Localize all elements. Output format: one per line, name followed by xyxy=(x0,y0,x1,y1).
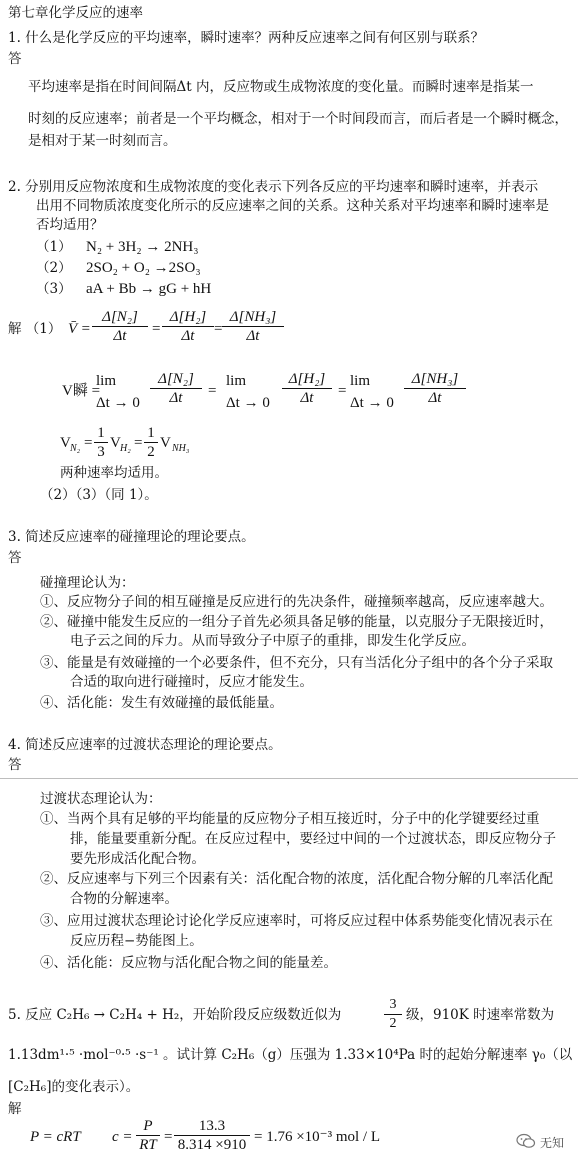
lim-label: lim xyxy=(226,373,247,389)
denominator: Δt xyxy=(181,328,195,344)
question-5-line: 1.13dm¹·⁵ ·mol⁻⁰·⁵ ·s⁻¹ 。试计算 C₂H₆（g）压强为 1.33×10⁴Pa 时的起始分解速率 γ₀（以 xyxy=(8,1047,573,1063)
both-applicable: 两种速率均适用。 xyxy=(60,465,168,481)
watermark xyxy=(516,1133,564,1152)
lim-label: lim xyxy=(350,373,371,389)
q4-point: ①、当两个具有足够的平均能量的反应物分子相互接近时，分子中的化学键要经过重 xyxy=(40,811,540,827)
section-divider xyxy=(0,778,578,779)
question-5: 5. 反应 C₂H₆ → C₂H₄ + H₂，开始阶段反应级数近似为 xyxy=(8,1007,342,1023)
question-4: 4. 简述反应速率的过渡状态理论的理论要点。 xyxy=(8,737,282,753)
denominator: 2 xyxy=(147,444,155,460)
q3-point: ③、能量是有效碰撞的一个必要条件，但不充分，只有当活化分子组中的各个分子采取 xyxy=(40,655,553,671)
reaction-number: （2） xyxy=(36,260,72,276)
q3-point: ④、活化能：发生有效碰撞的最低能量。 xyxy=(40,695,283,711)
denominator: 3 xyxy=(97,444,105,460)
q4-point: ④、活化能：反应物与活化配合物之间的能量差。 xyxy=(40,955,337,971)
answer-label-3: 答 xyxy=(8,550,22,566)
answer-label-4: 答 xyxy=(8,757,22,773)
q4-point: ②、反应速率与下列三个因素有关：活化配合物的浓度，活化配合物分解的几率活化配 xyxy=(40,871,553,887)
question-5-line: [C₂H₆]的变化表示）。 xyxy=(8,1079,140,1095)
fraction-nh3 xyxy=(222,308,284,345)
equals-sign: = xyxy=(84,435,93,451)
q4-point-cont: 排，能量要重新分配。在反应过程中，要经过中间的一个过渡状态，即反应物分子 xyxy=(70,831,556,847)
denominator: Δt xyxy=(246,328,260,344)
lim-subscript: Δt → 0 xyxy=(350,395,394,411)
lim-subscript: Δt → 0 xyxy=(226,395,270,411)
wechat-icon xyxy=(516,1133,536,1152)
answer-label-1: 答 xyxy=(8,51,22,67)
numerator: Δ[N₂] xyxy=(92,308,148,327)
q4-point-cont: 反应历程−势能图上。 xyxy=(70,933,203,949)
question-2-line: 否均适用？ xyxy=(36,217,104,233)
rate-relation-sub: NH₃ xyxy=(172,443,190,454)
result: = 1.76 ×10⁻³ mol / L xyxy=(254,1129,380,1145)
q4-point: ③、应用过渡状态理论讨论化学反应速率时，可将反应过程中体系势能变化情况表示在 xyxy=(40,913,553,929)
c-equals: c = xyxy=(112,1129,133,1145)
question-2: 2. 分别用反应物浓度和生成物浓度的变化表示下列各反应的平均速率和瞬时速率，并表示 xyxy=(8,179,539,195)
equals-sign: = xyxy=(208,383,217,399)
fraction-n2 xyxy=(92,308,148,345)
numerator: 3 xyxy=(384,996,402,1015)
q1-answer-line: 是相对于某一时刻而言。 xyxy=(28,133,177,149)
denominator: 8.314 ×910 xyxy=(177,1137,247,1153)
q3-point-cont: 合适的取向进行碰撞时，反应才能发生。 xyxy=(70,674,313,690)
numerator: 13.3 xyxy=(174,1117,250,1136)
fraction-one-third xyxy=(94,424,108,461)
rate-relation-v: V xyxy=(110,435,121,451)
same-as-1: （2）（3）（同 1）。 xyxy=(40,487,158,503)
numerator: Δ[NH₃] xyxy=(404,370,466,389)
fraction-h2 xyxy=(162,308,214,345)
denominator: Δt xyxy=(169,390,183,406)
reaction-1: N₂ + 3H₂ → 2NH₃ xyxy=(86,239,199,255)
question-3: 3. 简述反应速率的碰撞理论的理论要点。 xyxy=(8,529,255,545)
fraction-one-half xyxy=(144,424,158,461)
solution-label: 解 （1） xyxy=(8,321,62,337)
equals-sign: = xyxy=(152,321,161,337)
watermark-text: 无知 xyxy=(539,1136,564,1150)
rate-relation-v: V xyxy=(160,435,171,451)
numerator: 1 xyxy=(94,424,108,443)
rate-relation-v: V xyxy=(60,435,71,451)
question-5-cont: 级，910K 时速率常数为 xyxy=(406,1007,555,1023)
ideal-gas-eq: P = cRT xyxy=(30,1129,81,1145)
fraction-nh3 xyxy=(404,370,466,407)
fraction-n2 xyxy=(150,370,202,407)
numeric-fraction xyxy=(174,1117,250,1154)
lim-label: lim xyxy=(96,373,117,389)
q4-point-cont: 合物的分解速率。 xyxy=(70,891,178,907)
reaction-number: （3） xyxy=(36,281,72,297)
equals-sign: = xyxy=(134,435,143,451)
denominator: 2 xyxy=(389,1016,397,1031)
question-1: 1. 什么是化学反应的平均速率，瞬时速率？两种反应速率之间有何区别与联系？ xyxy=(8,30,485,46)
lim-subscript: Δt → 0 xyxy=(96,395,140,411)
rate-relation-sub: H₂ xyxy=(120,443,131,454)
equals-sign: = xyxy=(338,383,347,399)
rate-relation-sub: N₂ xyxy=(70,443,81,454)
q4-intro: 过渡状态理论认为： xyxy=(40,791,162,807)
q4-point-cont: 要先形成活化配合物。 xyxy=(70,851,205,867)
reaction-2: 2SO₂ + O₂ →2SO₃ xyxy=(86,260,201,276)
q1-answer-line: 平均速率是指在时间间隔Δt 内，反应物或生成物浓度的变化量。而瞬时速率是指某一 xyxy=(28,79,534,95)
numerator: P xyxy=(136,1117,160,1136)
numerator: Δ[N₂] xyxy=(150,370,202,389)
p-over-rt xyxy=(136,1117,160,1154)
denominator: RT xyxy=(139,1137,157,1153)
page-title: 第七章化学反应的速率 xyxy=(8,5,143,21)
denominator: Δt xyxy=(300,390,314,406)
reaction-3: aA + Bb → gG + hH xyxy=(86,281,212,297)
numerator: Δ[H₂] xyxy=(282,370,332,389)
reaction-number: （1） xyxy=(36,239,72,255)
avg-rate-symbol: V̄ = xyxy=(68,321,91,337)
equals-sign: = xyxy=(214,321,223,337)
q1-answer-line: 时刻的反应速率；前者是一个平均概念，相对于一个时间段而言，而后者是一个瞬时概念， xyxy=(28,111,568,127)
order-fraction xyxy=(384,996,402,1033)
q3-point-cont: 电子云之间的斥力。从而导致分子中原子的重排，即发生化学反应。 xyxy=(70,633,475,649)
question-2-line: 出用不同物质浓度变化所示的反应速率之间的关系。这种关系对平均速率和瞬时速率是 xyxy=(36,198,549,214)
equals-sign: = xyxy=(164,1129,173,1145)
numerator: Δ[NH₃] xyxy=(222,308,284,327)
q3-point: ②、碰撞中能发生反应的一组分子首先必须具备足够的能量，以克服分子无限接近时， xyxy=(40,614,553,630)
fraction-h2 xyxy=(282,370,332,407)
denominator: Δt xyxy=(113,328,127,344)
numerator: 1 xyxy=(144,424,158,443)
q3-intro: 碰撞理论认为： xyxy=(40,575,135,591)
denominator: Δt xyxy=(428,390,442,406)
q3-point: ①、反应物分子间的相互碰撞是反应进行的先决条件，碰撞频率越高，反应速率越大。 xyxy=(40,594,553,610)
numerator: Δ[H₂] xyxy=(162,308,214,327)
solution-label: 解 xyxy=(8,1101,22,1117)
inst-rate-symbol: V瞬 = xyxy=(62,383,101,399)
